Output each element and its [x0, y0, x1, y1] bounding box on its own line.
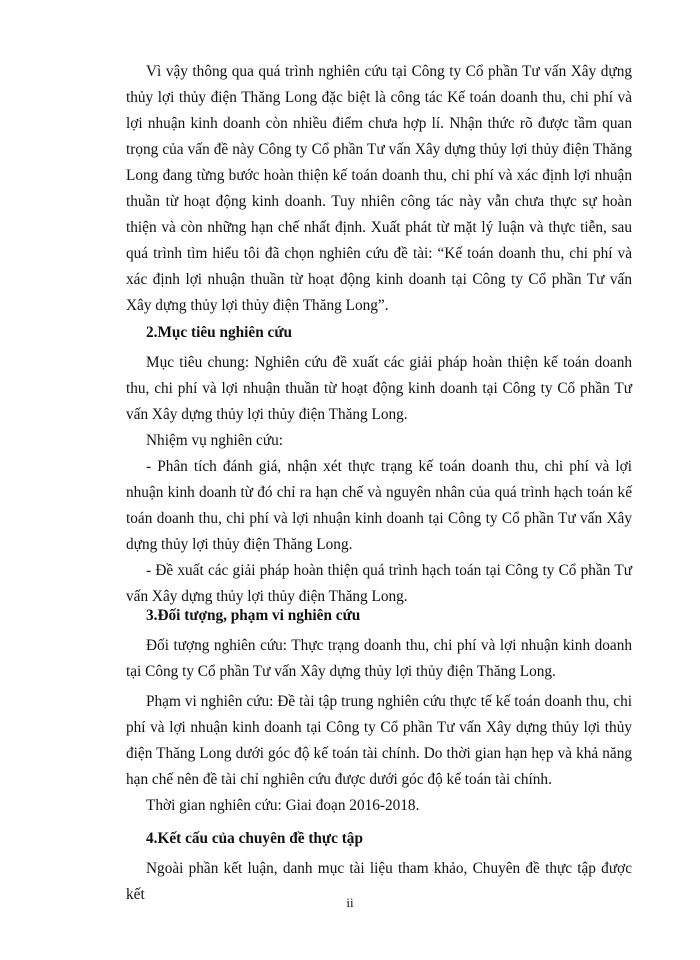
- scope-paragraph: Phạm vi nghiên cứu: Đề tài tập trung nghiên cứu thực tế kế toán doanh thu, chi phí và lợi nhuận kinh doanh tại Công ty Cổ phần Tư vấn Xây dựng thủy lợi thủy điện Thăng Long dưới góc độ kế toán tài chính. Do thời gian hạn hẹp và khả năng hạn chế nên đề tài chỉ nghiên cứu được dưới góc độ kế toán tài chính.: [126, 693, 632, 788]
- task-item-1: - Phân tích đánh giá, nhận xét thực trạng kế toán doanh thu, chi phí và lợi nhuận kinh doanh từ đó chỉ ra hạn chế và nguyên nhân của quá trình hạch toán kế toán doanh thu, chi phí và lợi nhuận kinh doanh tại Công ty Cổ phần Tư vấn Xây dựng thủy lợi thủy điện Thăng Long.: [126, 458, 632, 553]
- structure-paragraph: Ngoài phần kết luận, danh mục tài liệu tham khảo, Chuyên đề thực tập được kết: [126, 860, 632, 903]
- heading-structure: 4.Kết cấu của chuyên đề thực tập: [146, 830, 363, 847]
- subject-paragraph: Đối tượng nghiên cứu: Thực trạng doanh thu, chi phí và lợi nhuận kinh doanh tại Công ty Cổ phần Tư vấn Xây dựng thủy lợi thủy điện Thăng Long.: [126, 637, 632, 680]
- scope-section: [126, 689, 632, 819]
- intro-section: [126, 59, 632, 319]
- time-paragraph: Thời gian nghiên cứu: Giai đoạn 2016-2018.: [146, 797, 420, 814]
- tasks-label: Nhiệm vụ nghiên cứu:: [146, 432, 284, 449]
- intro-paragraph: Vì vậy thông qua quá trình nghiên cứu tại Công ty Cổ phần Tư vấn Xây dựng thủy lợi thủy điện Thăng Long đặc biệt là công tác Kế toán doanh thu, chi phí và lợi nhuận kinh doanh còn nhiều điểm chưa hợp lí. Nhận thức rõ được tầm quan trọng của vấn đề này Công ty Cổ phần Tư vấn Xây dựng thủy lợi thủy điện Thăng Long đang từng bước hoàn thiện kế toán doanh thu, chi phí và xác định lợi nhuận thuần từ hoạt động kinh doanh. Tuy nhiên công tác này vẫn chưa thực sự hoàn thiện và còn những hạn chế nhất định. Xuất phát từ mặt lý luận và thực tiễn, sau quá trình tìm hiểu tôi đã chọn nghiên cứu đề tài: “Kế toán doanh thu, chi phí và xác định lợi nhuận thuần từ hoạt động kinh doanh tại Công ty Cổ phần Tư vấn Xây dựng thủy lợi thủy điện Thăng Long”.: [126, 63, 632, 314]
- page-number: ii: [346, 895, 354, 910]
- subject-scope-section: [126, 633, 632, 685]
- heading-objectives: 2.Mục tiêu nghiên cứu: [146, 324, 293, 341]
- objectives-section: [126, 350, 632, 610]
- heading-subject-scope: 3.Đối tượng, phạm vi nghiên cứu: [146, 607, 361, 624]
- task-item-2: - Đề xuất các giải pháp hoàn thiện quá trình hạch toán tại Công ty Cổ phần Tư vấn Xây dựng thủy lợi thủy điện Thăng Long.: [126, 562, 632, 605]
- objective-general-paragraph: Mục tiêu chung: Nghiên cứu đề xuất các giải pháp hoàn thiện kế toán doanh thu, chi phí và lợi nhuận thuần từ hoạt động kinh doanh tại Công ty Cổ phần Tư vấn Xây dựng thủy lợi thủy điện Thăng Long.: [126, 354, 632, 423]
